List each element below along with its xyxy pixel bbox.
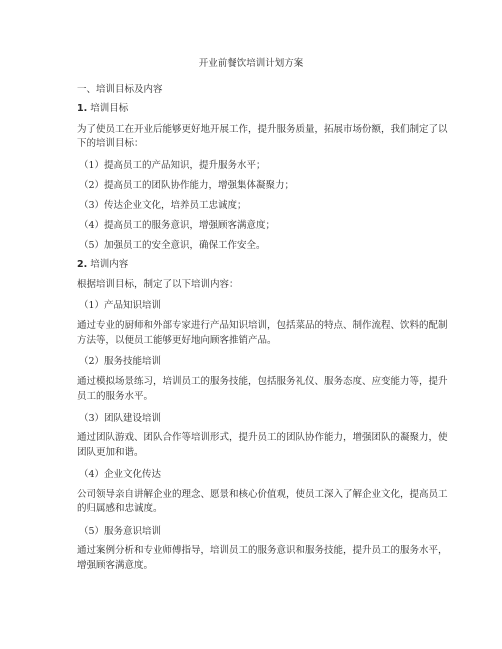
goal-item: （3）传达企业文化，培养员工忠诚度； <box>79 200 247 211</box>
subsection-label: 培训内容 <box>87 259 129 270</box>
subsection-number: 2. <box>77 259 88 270</box>
paragraph-line: 的归属感和忠诚度。 <box>77 503 163 514</box>
paragraph-line: 方法等，以便员工能够更好地向顾客推销产品。 <box>77 335 277 346</box>
paragraph-line: 通过团队游戏、团队合作等培训形式，提升员工的团队协作能力，增强团队的凝聚力，使 <box>77 432 448 443</box>
paragraph-line: 团队更加和谐。 <box>77 447 144 458</box>
goal-item: （5）加强员工的安全意识，确保工作安全。 <box>79 240 266 251</box>
item-heading: （5）服务意识培训 <box>79 526 162 537</box>
paragraph-line: 通过专业的厨师和外部专家进行产品知识培训，包括菜品的特点、制作流程、饮料的配制 <box>77 320 448 331</box>
paragraph-line: 通过模拟场景练习，培训员工的服务技能，包括服务礼仪、服务态度、应变能力等，提升 <box>77 376 448 387</box>
subsection-number: 1. <box>77 103 88 114</box>
goal-item: （1）提高员工的产品知识，提升服务水平； <box>79 160 266 171</box>
paragraph-line: 员工的服务水平。 <box>77 391 154 402</box>
subsection-heading-goals <box>77 103 128 115</box>
item-heading: （1）产品知识培训 <box>79 300 162 311</box>
paragraph-line: 下的培训目标： <box>77 138 144 149</box>
paragraph-line: 为了使员工在开业后能够更好地开展工作，提升服务质量，拓展市场份额，我们制定了以 <box>77 124 448 135</box>
goal-item: （2）提高员工的团队协作能力，增强集体凝聚力； <box>79 180 295 191</box>
paragraph-line: 增强顾客满意度。 <box>77 560 154 571</box>
document-title: 开业前餐饮培训计划方案 <box>198 58 304 69</box>
subsection-heading-content <box>77 259 128 271</box>
item-heading: （4）企业文化传达 <box>79 469 162 480</box>
paragraph-line: 根据培训目标，制定了以下培训内容： <box>77 279 239 290</box>
item-heading: （3）团队建设培训 <box>79 413 162 424</box>
subsection-label: 培训目标 <box>87 103 129 114</box>
section-heading: 一、培训目标及内容 <box>77 84 163 95</box>
goal-item: （4）提高员工的服务意识，增强顾客满意度； <box>79 220 276 231</box>
item-heading: （2）服务技能培训 <box>79 356 162 367</box>
paragraph-line: 公司领导亲自讲解企业的理念、愿景和核心价值观，使员工深入了解企业文化，提高员工 <box>77 489 448 500</box>
paragraph-line: 通过案例分析和专业师傅指导，培训员工的服务意识和服务技能，提升员工的服务水平， <box>77 545 448 556</box>
